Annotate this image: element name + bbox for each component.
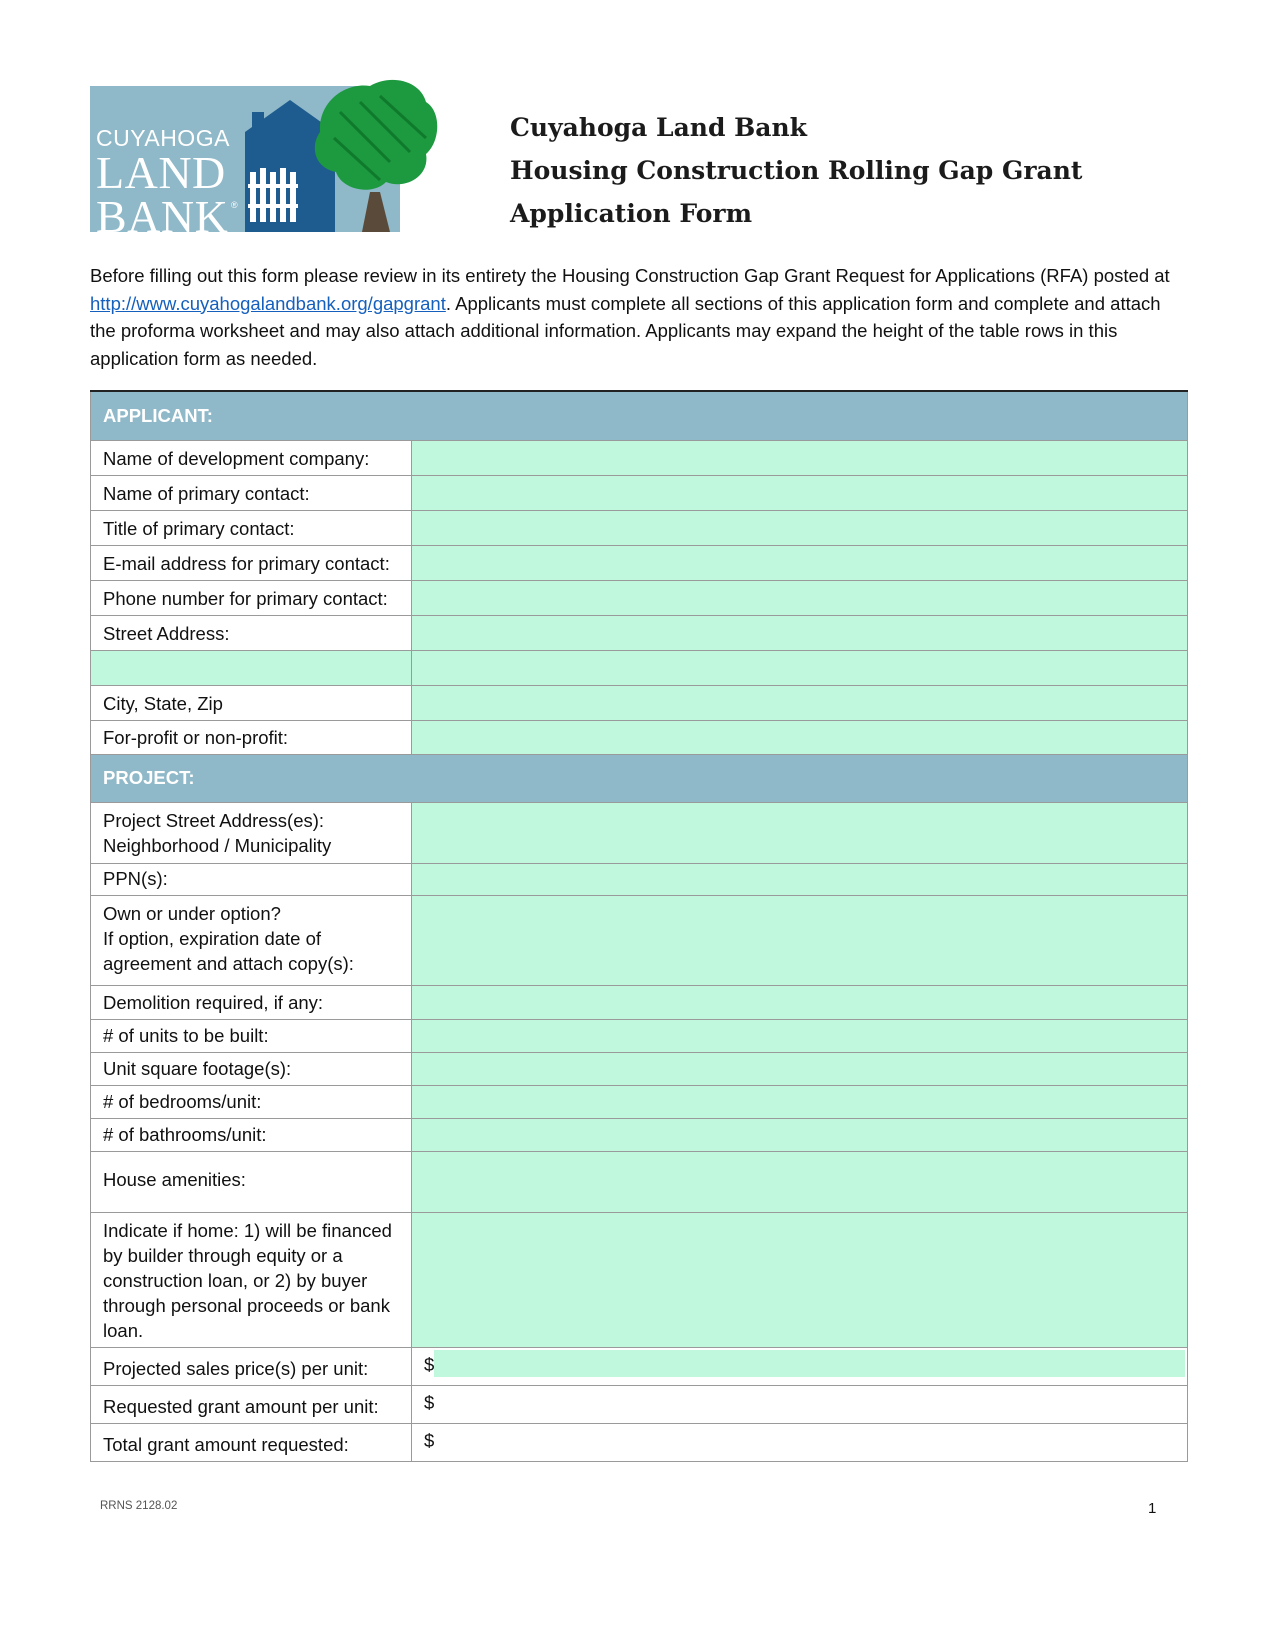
field-label: PPN(s):: [91, 863, 412, 895]
table-row: [91, 475, 1188, 510]
field-label: # of bedrooms/unit:: [91, 1085, 412, 1118]
land-bank-logo: [90, 72, 450, 244]
city-state-zip-input[interactable]: [412, 685, 1188, 720]
table-row: [91, 1347, 1188, 1385]
field-label: [91, 802, 412, 863]
field-label: Name of development company:: [91, 440, 412, 475]
table-row: [91, 510, 1188, 545]
primary-contact-name-input[interactable]: [412, 475, 1188, 510]
ownership-input[interactable]: [412, 895, 1188, 985]
sales-price-input[interactable]: [412, 1347, 1188, 1385]
table-row: [91, 1385, 1188, 1423]
street-address-line2-label-cell[interactable]: [91, 650, 412, 685]
table-row: [91, 1118, 1188, 1151]
table-row: [91, 1019, 1188, 1052]
table-row: [91, 1212, 1188, 1347]
table-row: [91, 985, 1188, 1019]
units-input[interactable]: [412, 1019, 1188, 1052]
application-form-table: [90, 390, 1188, 1462]
table-row: [91, 580, 1188, 615]
primary-contact-title-input[interactable]: [412, 510, 1188, 545]
field-label: Title of primary contact:: [91, 510, 412, 545]
street-address-input[interactable]: [412, 615, 1188, 650]
field-label: Street Address:: [91, 615, 412, 650]
logo-text-line3: BANK: [96, 191, 229, 242]
own-option-label: Own or under option?: [103, 902, 281, 924]
field-label: E-mail address for primary contact:: [91, 545, 412, 580]
title-program: Housing Construction Rolling Gap Grant: [510, 156, 1083, 185]
field-label: City, State, Zip: [91, 685, 412, 720]
bathrooms-input[interactable]: [412, 1118, 1188, 1151]
table-row: [91, 1085, 1188, 1118]
field-label: House amenities:: [91, 1151, 412, 1212]
field-label: # of units to be built:: [91, 1019, 412, 1052]
primary-contact-email-input[interactable]: [412, 545, 1188, 580]
option-expiration-label: If option, expiration date of agreement and attach copy(s):: [103, 927, 354, 974]
square-footage-input[interactable]: [412, 1052, 1188, 1085]
field-label: Demolition required, if any:: [91, 985, 412, 1019]
field-label: Unit square footage(s):: [91, 1052, 412, 1085]
table-row: [91, 545, 1188, 580]
applicant-section-header-row: [91, 391, 1188, 440]
logo-text-line1: CUYAHOGA: [96, 125, 230, 151]
currency-symbol: $: [424, 1353, 435, 1375]
table-row: [91, 720, 1188, 754]
field-label: # of bathrooms/unit:: [91, 1118, 412, 1151]
field-label: [91, 895, 412, 985]
document-title: [510, 106, 1082, 235]
field-label: Projected sales price(s) per unit:: [91, 1347, 412, 1385]
grant-total-input[interactable]: [412, 1423, 1188, 1461]
field-label: For-profit or non-profit:: [91, 720, 412, 754]
street-address-line2-input[interactable]: [412, 650, 1188, 685]
grant-per-unit-input[interactable]: [412, 1385, 1188, 1423]
primary-contact-phone-input[interactable]: [412, 580, 1188, 615]
table-row: [91, 615, 1188, 650]
development-company-input[interactable]: [412, 440, 1188, 475]
field-label: Indicate if home: 1) will be financed by builder through equity or a construction loan, or 2) by buyer through personal proceeds or bank loan.: [91, 1212, 412, 1347]
table-row: [91, 863, 1188, 895]
table-row: [91, 1423, 1188, 1461]
intro-text-after-link: . Applicants must complete all sections of this application form and complete and attach the proforma worksheet and may also attach additional information. Applicants may expand the height of the table rows in this application form as needed.: [90, 292, 1161, 369]
field-label: Phone number for primary contact:: [91, 580, 412, 615]
table-row: [91, 802, 1188, 863]
currency-symbol: $: [424, 1391, 435, 1413]
table-row: [91, 685, 1188, 720]
page-number: 1: [1148, 1500, 1157, 1517]
table-row: [91, 650, 1188, 685]
table-row: [91, 440, 1188, 475]
table-row: [91, 1151, 1188, 1212]
profit-status-input[interactable]: [412, 720, 1188, 754]
rfa-link[interactable]: http://www.cuyahogalandbank.org/gapgrant: [90, 292, 446, 314]
project-address-input[interactable]: [412, 802, 1188, 863]
document-code: RRNS 2128.02: [100, 1500, 178, 1512]
intro-text-before-link: Before filling out this form please review in its entirety the Housing Construction Gap Grant Request for Applications (RFA) posted at: [90, 265, 1170, 286]
ppn-input[interactable]: [412, 863, 1188, 895]
field-label: Name of primary contact:: [91, 475, 412, 510]
table-row: [91, 895, 1188, 985]
applicant-section-header: APPLICANT:: [91, 391, 1188, 440]
project-section-header-row: [91, 754, 1188, 802]
field-label: Total grant amount requested:: [91, 1423, 412, 1461]
neighborhood-label: Neighborhood / Municipality: [103, 834, 332, 856]
registered-mark: ®: [231, 200, 238, 210]
project-address-label: Project Street Address(es):: [103, 809, 325, 831]
sales-price-fill: [434, 1350, 1185, 1377]
currency-symbol: $: [424, 1429, 435, 1451]
intro-paragraph: [90, 262, 1190, 372]
field-label: Requested grant amount per unit:: [91, 1385, 412, 1423]
table-row: [91, 1052, 1188, 1085]
fence-icon: [248, 168, 298, 222]
project-section-header: PROJECT:: [91, 754, 1188, 802]
logo-text-line2: LAND: [96, 147, 226, 198]
title-organization: Cuyahoga Land Bank: [510, 113, 807, 142]
financing-input[interactable]: [412, 1212, 1188, 1347]
title-form: Application Form: [510, 199, 753, 228]
amenities-input[interactable]: [412, 1151, 1188, 1212]
bedrooms-input[interactable]: [412, 1085, 1188, 1118]
demolition-input[interactable]: [412, 985, 1188, 1019]
